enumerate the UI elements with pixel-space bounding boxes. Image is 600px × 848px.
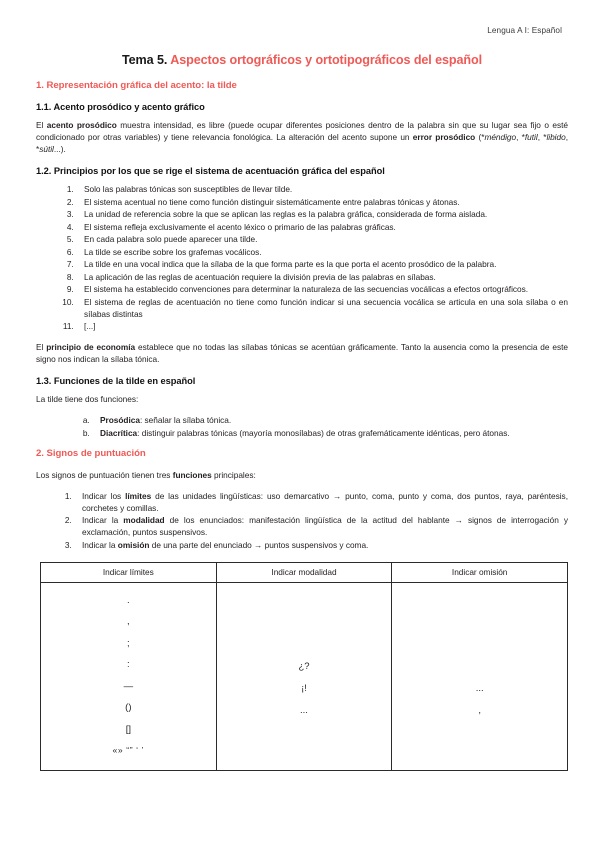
list-item: 9. El sistema ha establecido convenciones para determinar la naturaleza de las secuencias vocálicas a efectos ortográficos. [76,283,568,295]
table-row [41,582,568,770]
running-head: Lengua A I: Español [487,26,562,35]
list-item: 5. En cada palabra solo puede aparecer una tilde. [76,233,568,245]
symbol-spacer [478,590,481,612]
table-header-limites: Indicar límites [41,562,217,582]
list-item: 4. El sistema refleja exclusivamente el acento léxico o primario de las palabras gráficas. [76,221,568,233]
punctuation-symbol: ¡! [301,682,307,694]
list-item: b. Diacrítica: distinguir palabras tónicas (mayoría monosílabas) de otras grafemáticamente idénticas, pero átonas. [92,427,568,439]
symbol-spacer [303,612,306,634]
punctuation-table [40,562,568,771]
table-cell-modalidad [216,582,392,770]
punctuation-symbol: ... [300,704,308,716]
symbol-spacer [478,656,481,678]
list-item: a. Prosódica: señalar la sílaba tónica. [92,414,568,426]
paragraph-funciones-intro: La tilde tiene dos funciones: [36,394,139,405]
table-header-omision: Indicar omisión [392,562,568,582]
section-heading-1: 1. Representación gráfica del acento: la tilde [36,80,237,91]
list-item: 7. La tilde en una vocal indica que la sílaba de la que forma parte es la que porta el acento prosódico de la palabra. [76,258,568,270]
punctuation-symbol: () [125,702,132,714]
list-item: 11. [...] [76,320,568,332]
page-title-prefix: Tema 5. [122,53,168,67]
page-title [36,53,568,67]
punctuation-symbol: : [127,659,130,671]
punctuation-symbol: ; [127,637,130,649]
section-heading-2: 2. Signos de puntuación [36,447,146,459]
table-header-row [41,562,568,582]
table-cell-limites [41,582,217,770]
punctuation-symbol: , [478,704,481,716]
list-item: 2. Indicar la modalidad de los enunciados: manifestación lingüística de la actitud del hablante → signos de interrogación y exclamación, puntos suspensivos. [74,514,568,538]
punctuation-symbol: — [123,680,134,692]
page-title-main: Aspectos ortográficos y ortotipográficos del español [170,53,482,67]
symbol-stack-limites [43,590,214,762]
paragraph-acento-prosodico: El acento prosódico muestra intensidad, es libre (puede ocupar diferentes posiciones dentro de la palabra sin que su lugar sea fijo o esté condicionado por otras variables) y tiene relevancia fonológica. La alteración del acento supone un error prosódico (*méndigo, *futil, *libido, *sútil...). [36,120,568,155]
list-item: 8. La aplicación de las reglas de acentuación requiere la división previa de las palabras en sílabas. [76,271,568,283]
punctuation-symbol: , [127,616,130,628]
list-funciones-tilde [36,414,568,439]
punctuation-symbol: «» “” ‘ ’ [112,745,145,756]
symbol-spacer [303,590,306,612]
subsection-heading-1-3: 1.3. Funciones de la tilde en español [36,376,196,387]
symbol-spacer [478,634,481,656]
subsection-heading-1-2: 1.2. Principios por los que se rige el sistema de acentuación gráfica del español [36,166,385,177]
list-item: 10. El sistema de reglas de acentuación no tiene como función indicar si una secuencia vocálica se articula en una sola sílaba o en sílabas distintas [76,296,568,320]
symbol-spacer [478,612,481,634]
symbol-stack-omision [394,590,565,722]
list-funciones-puntuacion [36,490,568,551]
list-item: 3. La unidad de referencia sobre la que se aplican las reglas es la palabra gráfica, considerada de forma aislada. [76,208,568,220]
symbol-stack-modalidad [219,590,390,722]
paragraph-principio-economia: El principio de economía establece que no todas las sílabas tónicas se acentúan gráficamente. Tanto la ausencia como la presencia de este signo nos indican la sílaba tónica. [36,342,568,365]
table-cell-omision [392,582,568,770]
list-item: 3. Indicar la omisión de una parte del enunciado → puntos suspensivos y coma. [74,539,568,551]
list-item: 2. El sistema acentual no tiene como función distinguir sistemáticamente entre palabras tónicas y átonas. [76,196,568,208]
punctuation-symbol: ... [475,682,484,694]
list-item: 1. Solo las palabras tónicas son susceptibles de llevar tilde. [76,183,568,195]
list-item: 6. La tilde se escribe sobre los grafemas vocálicos. [76,246,568,258]
symbol-spacer [303,634,306,656]
punctuation-symbol: ¿? [298,660,310,672]
list-item: 1. Indicar los límites de las unidades lingüísticas: uso demarcativo → punto, coma, punto y coma, dos puntos, raya, paréntesis, corchetes y comillas. [74,490,568,514]
list-principios [36,183,568,332]
table-header-modalidad: Indicar modalidad [216,562,392,582]
subsection-heading-1-1: 1.1. Acento prosódico y acento gráfico [36,102,205,112]
paragraph-signos-intro: Los signos de puntuación tienen tres funciones principales: [36,469,256,480]
punctuation-symbol: . [127,594,130,606]
punctuation-symbol: [] [125,723,131,735]
